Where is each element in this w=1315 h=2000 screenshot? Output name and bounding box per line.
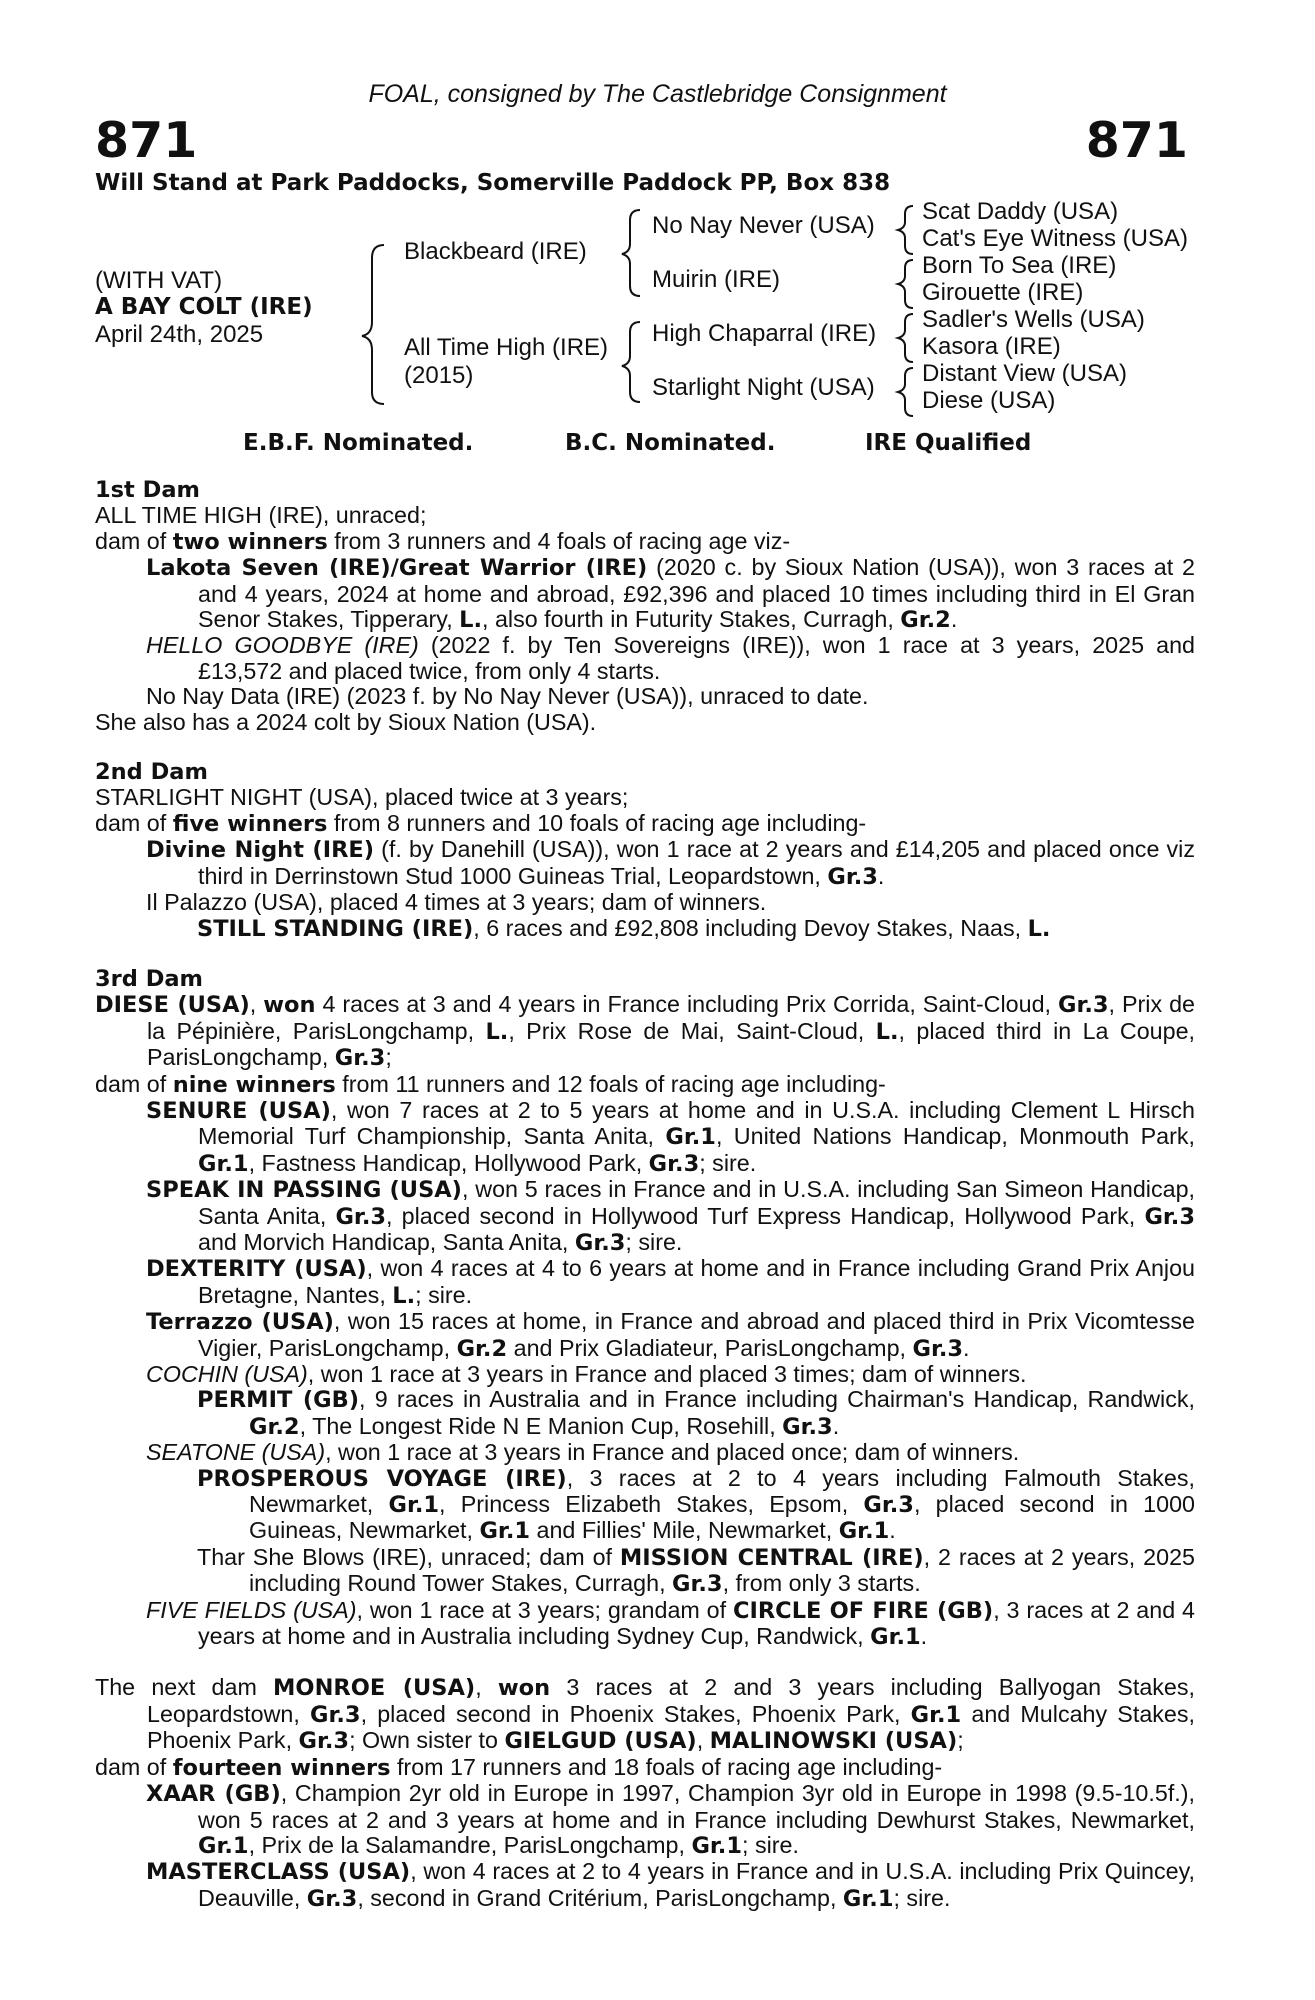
produce-xaar: XAAR (GB), Champion 2yr old in Europe in 1997, Champion 3yr old in Europe in 1998 (9.5-10.5f.), won 5 races at 2 and 3 years at home and in France including Dewhurst Stakes, Newmarket, Gr.1, Prix de la Salamandre, ParisLongchamp, Gr.1; sire. [146,1780,1195,1859]
pedigree-dam-year: (2015) [404,362,474,389]
stand-location: Will Stand at Park Paddocks, Somerville Paddock PP, Box 838 [95,170,891,196]
produce-terrazzo: Terrazzo (USA), won 15 races at home, in France and abroad and placed third in Prix Vicomtesse Vigier, ParisLongchamp, Gr.2 and Prix Gladiateur, ParisLongchamp, Gr.3. [146,1308,1195,1362]
pedigree-sdd: Girouette (IRE) [922,279,1084,306]
produce-prosperous-voyage: PROSPEROUS VOYAGE (IRE), 3 races at 2 to 4 years including Falmouth Stakes, Newmarket, Gr.1, Princess Elizabeth Stakes, Epsom, Gr.3, placed second in 1000 Guineas, Newmarket, Gr.1 and Fillies' Mile, Newmarket, Gr.1. [197,1464,1195,1545]
second-dam-record: dam of five winners from 8 runners and 10 foals of racing age including- [95,809,867,837]
pedigree-sds: Born To Sea (IRE) [922,252,1117,279]
pedigree-sire-dam: Muirin (IRE) [652,266,781,293]
consignment-line: FOAL, consigned by The Castlebridge Consignment [368,80,947,108]
pedigree-sire-sire: No Nay Never (USA) [652,212,875,239]
pedigree-ddd: Diese (USA) [922,387,1056,414]
vat-note: (WITH VAT) [95,267,223,294]
produce-thar-she-blows: Thar She Blows (IRE), unraced; dam of MISSION CENTRAL (IRE), 2 races at 2 years, 2025 including Round Tower Stakes, Curragh, Gr.3, from only 3 starts. [197,1543,1195,1598]
horse-name: A BAY COLT (IRE) [95,294,313,320]
produce-divine-night: Divine Night (IRE) (f. by Danehill (USA)), won 1 race at 2 years and £14,205 and placed once viz third in Derrinstown Stud 1000 Guineas Trial, Leopardstown, Gr.3. [146,836,1195,890]
produce-senure: SENURE (USA), won 7 races at 2 to 5 years at home and in U.S.A. including Clement L Hirsch Memorial Turf Championship, Santa Anita, Gr.1, United Nations Handicap, Monmouth Park, Gr.1, Fastness Handicap, Hollywood Park, Gr.3; sire. [146,1096,1195,1177]
first-dam-also: She also has a 2024 colt by Sioux Nation (USA). [95,708,597,735]
next-dam-record: dam of fourteen winners from 17 runners and 18 foals of racing age including- [95,1753,943,1781]
produce-permit: PERMIT (GB), 9 races in Australia and in France including Chairman's Handicap, Randwick, Gr.2, The Longest Ride N E Manion Cup, Rosehill, Gr.3. [197,1386,1195,1440]
produce-speak-in-passing: SPEAK IN PASSING (USA), won 5 races in France and in U.S.A. including San Simeon Handicap, Santa Anita, Gr.3, placed second in Hollywood Turf Express Handicap, Hollywood Park, Gr.3 and Morvich Handicap, Santa Anita, Gr.3; sire. [146,1176,1195,1256]
pedigree-dam-sire: High Chaparral (IRE) [652,320,877,347]
pedigree-dds: Distant View (USA) [922,360,1127,387]
pedigree-dam: All Time High (IRE) [404,334,609,361]
bc-nominated: B.C. Nominated. [565,430,776,456]
produce-five-fields: FIVE FIELDS (USA), won 1 race at 3 years; grandam of CIRCLE OF FIRE (GB), 3 races at 2 and 4 years at home and in Australia including Sydney Cup, Randwick, Gr.1. [146,1596,1195,1651]
pedigree-dsd: Kasora (IRE) [922,333,1061,360]
produce-masterclass: MASTERCLASS (USA), won 4 races at 2 to 4 years in France and in U.S.A. including Prix Quincey, Deauville, Gr.3, second in Grand Critérium, ParisLongchamp, Gr.1; sire. [146,1858,1195,1912]
next-dam-monroe: The next dam MONROE (USA), won 3 races at 2 and 3 years including Ballyogan Stakes, Leopardstown, Gr.3, placed second in Phoenix Stakes, Phoenix Park, Gr.1 and Mulcahy Stakes, Phoenix Park, Gr.3; Own sister to GIELGUD (USA), MALINOWSKI (USA); [95,1674,1196,1755]
pedigree-sire: Blackbeard (IRE) [404,238,587,265]
pedigree-dss: Sadler's Wells (USA) [922,306,1145,333]
produce-lakota-seven: Lakota Seven (IRE)/Great Warrior (IRE) (2020 c. by Sioux Nation (USA)), won 3 races at 2 and 4 years, 2024 at home and abroad, £92,396 and placed 10 times including third in El Gran Senor Stakes, Tipperary, L., also fourth in Futurity Stakes, Curragh, Gr.2. [146,554,1195,634]
horse-dob: April 24th, 2025 [95,321,264,348]
catalogue-body [95,478,1195,1912]
first-dam-record: dam of two winners from 3 runners and 4 foals of racing age viz- [95,527,791,555]
produce-still-standing: STILL STANDING (IRE), 6 races and £92,808 including Devoy Stakes, Naas, L. [197,914,1051,942]
pedigree-sss: Scat Daddy (USA) [922,198,1119,225]
third-dam-heading: 3rd Dam [95,965,203,992]
lot-number-right: 871 [1085,112,1188,169]
pedigree-dam-dam: Starlight Night (USA) [652,374,875,401]
produce-dexterity: DEXTERITY (USA), won 4 races at 4 to 6 years at home and in France including Grand Prix Anjou Bretagne, Nantes, L.; sire. [146,1255,1195,1309]
produce-seatone: SEATONE (USA), won 1 race at 3 years in France and placed once; dam of winners. [146,1439,1020,1466]
first-dam-line: ALL TIME HIGH (IRE), unraced; [95,502,427,529]
pedigree-ssd: Cat's Eye Witness (USA) [922,225,1188,252]
ire-qualified: IRE Qualified [865,430,1032,456]
second-dam-line: STARLIGHT NIGHT (USA), placed twice at 3 years; [95,784,629,811]
ebf-nominated: E.B.F. Nominated. [243,430,474,456]
lot-number-left: 871 [95,112,198,169]
third-dam-diese: DIESE (USA), won 4 races at 3 and 4 years in France including Prix Corrida, Saint-Cloud, Gr.3, Prix de la Pépinière, ParisLongchamp, L., Prix Rose de Mai, Saint-Cloud, L., placed third in La Coupe, ParisLongchamp, Gr.3; [95,991,1195,1072]
first-dam-heading: 1st Dam [95,477,200,503]
second-dam-heading: 2nd Dam [95,759,208,786]
third-dam-record: dam of nine winners from 11 runners and 12 foals of racing age including- [95,1070,886,1098]
produce-hello-goodbye: HELLO GOODBYE (IRE) (2022 f. by Ten Sovereigns (IRE)), won 1 race at 3 years, 2025 and £13,572 and placed twice, from only 4 starts. [146,632,1195,684]
produce-il-palazzo: Il Palazzo (USA), placed 4 times at 3 years; dam of winners. [146,889,767,916]
produce-cochin: COCHIN (USA), won 1 race at 3 years in France and placed 3 times; dam of winners. [146,1361,1027,1387]
produce-no-nay-data: No Nay Data (IRE) (2023 f. by No Nay Never (USA)), unraced to date. [146,683,869,710]
